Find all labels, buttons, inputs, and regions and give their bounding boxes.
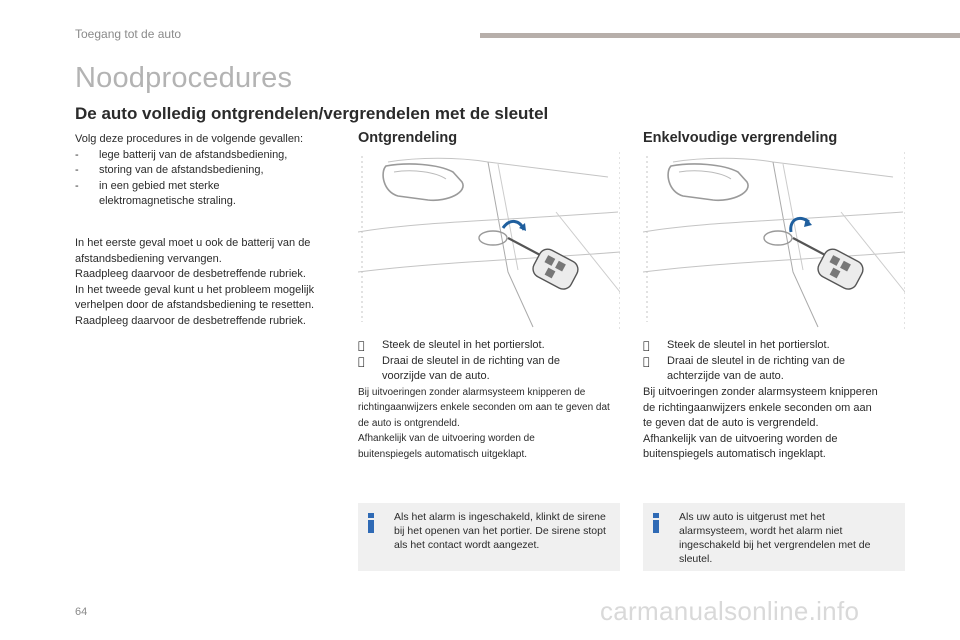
intro-paragraph: In het eerste geval moet u ook de batterij van de afstandsbediening vervangen. Raadpleeg daarvoor de desbetreffende rubriek. In het tweede geval kunt u het probleem mogelijk verhelpen door de afstandsbediening te resetten. Raadpleeg daarvoor de desbetreffende rubriek. <box>75 237 315 327</box>
lock-heading: Enkelvoudige vergrendeling <box>643 130 838 146</box>
section-header: Toegang tot de auto <box>75 27 182 41</box>
car-door-key-illustration <box>358 152 620 330</box>
lock-steps <box>643 338 905 385</box>
intro-item: - in een gebied met sterke elektromagnetische straling. <box>75 179 236 208</box>
page-number: 64 <box>75 606 88 618</box>
info-icon <box>653 513 659 533</box>
lock-illustration <box>643 152 905 330</box>
unlock-steps <box>358 338 620 385</box>
lock-info: Bij uitvoeringen zonder alarmsysteem knipperen de richtingaanwijzers enkele seconden om aan te geven dat de auto is vergrendeld. Afhankelijk van de uitvoering worden de buitenspiegels automatisch ingeklapt. <box>643 386 878 461</box>
info-icon <box>368 513 374 533</box>
intro-lead: Volg deze procedures in de volgende gevallen: <box>75 133 304 145</box>
intro-item: - lege batterij van de afstandsbediening, <box>75 148 288 161</box>
unlock-illustration <box>358 152 620 330</box>
intro-block <box>75 132 345 210</box>
unlock-heading: Ontgrendeling <box>358 130 458 146</box>
unlock-info: Bij uitvoeringen zonder alarmsysteem knipperen de richtingaanwijzers enkele seconden om aan te geven dat de auto is ontgrendeld. Afhankelijk van de uitvoering worden de buitenspiegels automatisch uitgeklapt. <box>358 387 610 460</box>
unlock-step: Draai de sleutel in de richting van de voorzijde van de auto. <box>382 354 560 383</box>
page-subtitle: De auto volledig ontgrendelen/vergrendelen met de sleutel <box>75 104 549 123</box>
header-bar <box>480 33 960 38</box>
lock-step: Steek de sleutel in het portierslot. <box>667 339 830 351</box>
watermark: carmanualsonline.info <box>600 596 860 626</box>
intro-item: - storing van de afstandsbediening, <box>75 164 264 177</box>
car-door-key-illustration <box>643 152 905 330</box>
unlock-alarm-note: Als het alarm is ingeschakeld, klinkt de sirene bij het openen van het portier. De sirene stopt als het contact wordt aangezet. <box>358 503 620 571</box>
unlock-step: Steek de sleutel in het portierslot. <box>382 339 545 351</box>
page-title: Noodprocedures <box>75 62 293 94</box>
lock-alarm-note: Als uw auto is uitgerust met het alarmsysteem, wordt het alarm niet ingeschakeld bij het vergrendelen met de sleutel. <box>643 503 905 571</box>
lock-step: Draai de sleutel in de richting van de achterzijde van de auto. <box>667 354 845 383</box>
